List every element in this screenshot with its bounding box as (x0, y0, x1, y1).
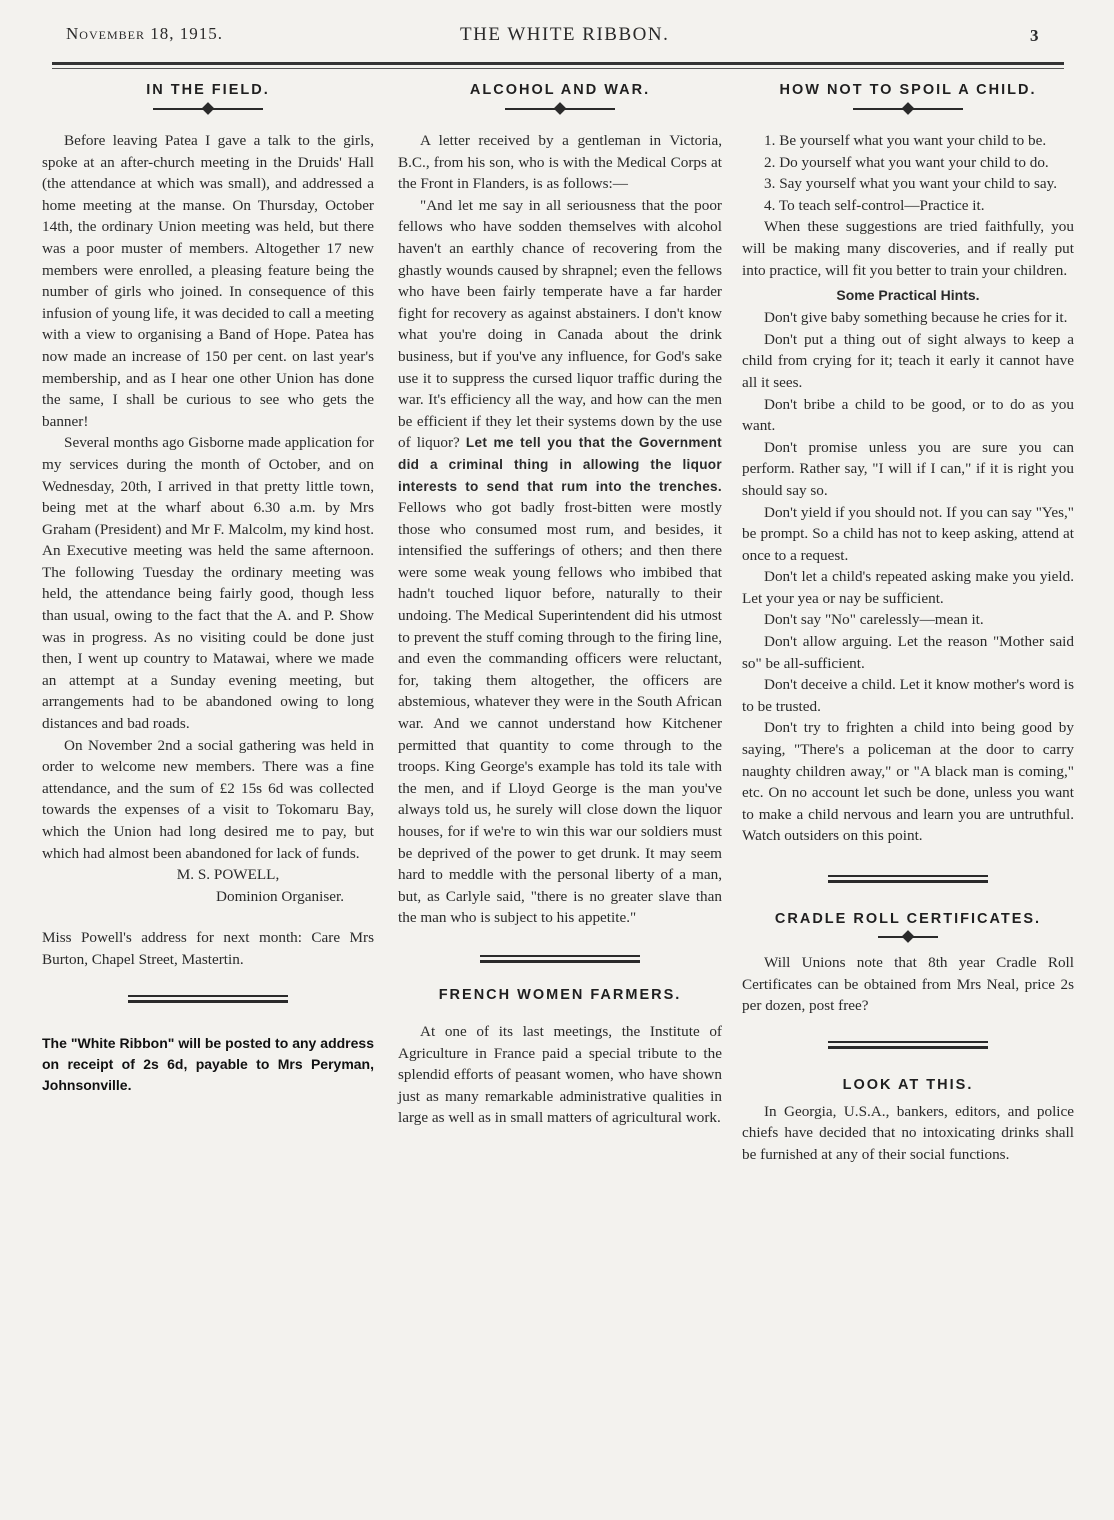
hint-item: Don't allow arguing. Let the reason "Mother said so" be all-sufficient. (742, 633, 1074, 672)
paragraph: When these suggestions are tried faithfully, you will be making many discoveries, and if really put into practice, will fit you better to train your children. (742, 218, 1074, 279)
column-alcohol-and-war (398, 80, 722, 1129)
hint-item: Don't let a child's repeated asking make you yield. Let your yea or nay be sufficient. (742, 568, 1074, 607)
hint-item: Don't try to frighten a child into being good by saying, "There's a policeman at the door to carry naughty children away," or "A black man is coming," etc. On no account let such be done, unless you want to make a child nervous and learn you are untruthful. Watch outsiders on this point. (742, 719, 1074, 845)
article-heading: ALCOHOL AND WAR. (469, 82, 651, 98)
ornament-divider (505, 104, 615, 114)
publication-title: THE WHITE RIBBON. (460, 24, 670, 45)
ornament-divider (153, 104, 263, 114)
article-heading: FRENCH WOMEN FARMERS. (438, 986, 682, 1003)
double-rule (480, 955, 640, 963)
hint-item: Don't put a thing out of sight always to keep a child from crying for it; teach it early it cannot have all it sees. (742, 330, 1074, 391)
double-rule (828, 1041, 988, 1049)
paragraph: In Georgia, U.S.A., bankers, editors, and police chiefs have decided that no intoxicating drinks shall be furnished at any of their social functions. (742, 1102, 1074, 1163)
paragraph: At one of its last meetings, the Institute of Agriculture in France paid a special tribute to the splendid efforts of peasant women, who have shown just as many remarkable administrative qualities in large as well as in small matters of agricultural work. (398, 1022, 722, 1127)
bold-statement: Let me tell you that the Government did a criminal thing in allowing the liquor interests to send that rum into the trenches. (398, 435, 723, 494)
paragraph: Before leaving Patea I gave a talk to the girls, spoke at an after-church meeting in the Druids' Hall (the attendance at which was small), and addressed a home meeting at the manse. On Thursday, October 14th, the ordinary Union meeting was held, but there was a poor muster of members. Altogether 17 new members were enrolled, a pleasing feature being the number of girls who joined. In consequence of this infusion of young life, it was decided to call a meeting with a view to organising a Band of Hope. Patea has now made an increase of 150 per cent. on last year's membership, and as I hear one other Union has done the same, I shall be curious to see who gets the banner! (42, 132, 374, 430)
hint-item: Don't promise unless you are sure you can perform. Rather say, "I will if I can," if it is right you should say so. (742, 438, 1074, 499)
subscription-notice: The "White Ribbon" will be posted to any address on receipt of 2s 6d, payable to Mrs Peryman, Johnsonville. (42, 1034, 374, 1093)
hint-item: Don't yield if you should not. If you can say "Yes," be prompt. So a child has not to keep asking, attend at once to a request. (742, 503, 1074, 564)
signature-name: M. S. POWELL, (176, 866, 280, 884)
column-in-the-field (42, 80, 374, 1096)
page-header (0, 24, 1114, 52)
hint-item: Don't say "No" carelessly—mean it. (764, 611, 984, 629)
list-item: 3. Say yourself what you want your child to say. (764, 175, 1058, 193)
hint-item: Don't give baby something because he cries for it. (764, 309, 1068, 327)
signature-title: Dominion Organiser. (216, 887, 344, 905)
paragraph-text: Fellows who got badly frost-bitten were mostly those who consumed most rum, and besides, it intensified the sufferings of others; and then there were some weak young fellows who imbibed that hadn't touched liquor before, naturally to their undoing. The Medical Superintendent did his utmost to prevent the stuff coming through to the firing line, and even the commanding officers were reluctant, for, taking them altogether, the officers are abstemious, whatever they were in the South African war. And we cannot understand how Kitchener permitted that quantity to come through to the troops. King George's example has told its tale with the men, and if Lloyd George is the man you've always told us, he surely will close down the liquor houses, for if we're to win this war our soldiers must be deprived of the power to get drunk. It may seem hard to meddle with the personal liberty of a man, but, as Carlyle said, "there is no greater slave than the man who is subject to his appetite." (398, 499, 722, 927)
paragraph (398, 195, 722, 929)
article-heading: HOW NOT TO SPOIL A CHILD. (779, 82, 1037, 98)
article-heading: IN THE FIELD. (146, 82, 270, 98)
address-note: Miss Powell's address for next month: Care Mrs Burton, Chapel Street, Mastertin. (42, 929, 374, 968)
paragraph-text: "And let me say in all seriousness that the poor fellows who have sodden themselves with alcohol haven't an earthly chance of recovering from the ghastly wounds caused by shrapnel; even the fellows who have been fairly temperate have a far harder fight for recovery as against abstainers. I don't know what you're doing in Canada about the drink business, but if you've any influence, for God's sake use it to suppress the cursed liquor traffic during the war. It's efficiency all the way, and how can the men be efficient if they let their systems down by the use of liquor? (398, 196, 722, 452)
paragraph: On November 2nd a social gathering was held in order to welcome new members. There was a fine attendance, and the sum of £2 15s 6d was collected towards the expenses of a visit to Tokomaru Bay, which the Union had long desired me to pay, but which had almost been abandoned for lack of funds. (42, 736, 374, 862)
subheading: Some Practical Hints. (836, 287, 980, 304)
ornament-divider (853, 104, 963, 114)
header-rule-thin (52, 68, 1064, 69)
paragraph: A letter received by a gentleman in Victoria, B.C., from his son, who is with the Medical Corps at the Front in Flanders, is as follows:— (398, 132, 722, 193)
article-heading: CRADLE ROLL CERTIFICATES. (774, 911, 1042, 927)
ornament-divider (878, 932, 938, 942)
hint-item: Don't deceive a child. Let it know mother's word is to be trusted. (742, 676, 1074, 715)
header-rule (52, 62, 1064, 65)
double-rule (128, 995, 288, 1003)
paragraph: Will Unions note that 8th year Cradle Roll Certificates can be obtained from Mrs Neal, price 2s per dozen, post free? (742, 954, 1074, 1015)
list-item: 1. Be yourself what you want your child to be. (764, 132, 1047, 149)
page-number: 3 (1030, 26, 1039, 45)
column-how-not-to-spoil (742, 80, 1074, 1166)
list-item: 2. Do yourself what you want your child to do. (764, 153, 1049, 171)
list-item: 4. To teach self-control—Practice it. (764, 196, 985, 214)
article-heading: LOOK AT THIS. (842, 1076, 974, 1093)
issue-date: November 18, 1915. (66, 24, 223, 43)
hint-item: Don't bribe a child to be good, or to do as you want. (742, 395, 1074, 435)
paragraph: Several months ago Gisborne made application for my services during the month of October, and on Wednesday, 20th, I arrived in that pretty little town, being met at the wharf about 6.30 a.m. by Mrs Graham (President) and Mr F. Malcolm, my kind host. An Executive meeting was held the same afternoon. The following Tuesday the ordinary meeting was held, the attendance being fairly good, though less than usual, owing to the fact that the A. and P. Show was in progress. As no visiting could be done just then, I went up country to Matawai, where we made an attempt at a Sunday evening meeting, but arrangements had to be abandoned owing to long distances and bad roads. (42, 434, 374, 733)
double-rule (828, 875, 988, 883)
